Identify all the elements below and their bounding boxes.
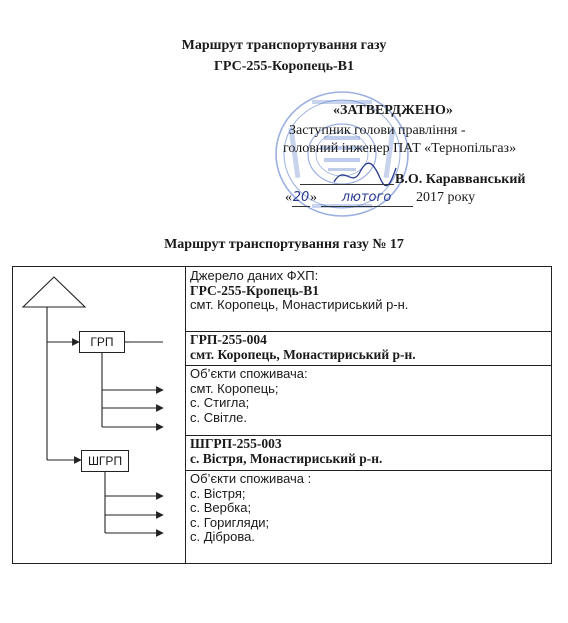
consumers-cell-1 [186,365,551,435]
route-flow-diagram [13,267,185,563]
shgrp-location: с. Вістря, Монастириський р-н. [190,450,383,466]
list-item: с. Вістря; [190,485,246,501]
source-name: ГРС-255-Кропець-В1 [190,282,319,298]
source-cell [186,267,551,331]
list-item: с. Горигляди; [190,514,270,530]
date-day: 20 [292,190,310,205]
route-table [12,266,552,564]
list-item: с. Вербка; [190,500,252,516]
approver-position-line-1: Заступник голови правління - [289,123,466,138]
source-location: смт. Коропець, Монастириський р-н. [190,297,409,313]
document-title: Маршрут транспортування газу [181,38,387,53]
date-year: 2017 року [416,190,476,205]
grp-node: ГРП [79,331,125,353]
grp-name: ГРП-255-004 [190,332,267,347]
route-title: Маршрут транспортування газу № 17 [164,237,404,252]
signature-line [300,184,394,185]
date-month: лютого [321,190,413,207]
source-triangle-icon [23,277,85,307]
grp-location: смт. Коропець, Монастириський р-н. [190,346,416,362]
grp-cell [186,331,551,365]
consumers-2-label: Об’єкти споживача : [190,471,312,486]
approval-label: «ЗАТВЕРДЖЕНО» [333,103,453,118]
shgrp-cell [186,435,551,470]
consumers-1-label: Об’єкти споживача: [190,366,308,381]
shgrp-node: ШГРП [81,450,129,472]
list-item: с. Світле. [190,409,248,425]
list-item: с. Стигла; [190,395,250,411]
route-diagram [13,267,186,563]
signature-icon [330,160,400,190]
approval-date [285,190,475,207]
date-close-quote: » [310,190,317,205]
consumers-cell-2 [186,470,551,563]
signer-name: В.О. Каравванський [395,172,526,187]
approver-position-line-2: головний інженер ПАТ «Тернопільгаз» [283,141,517,156]
list-item: с. Діброва. [190,529,255,545]
document-subtitle: ГРС-255-Коропець-В1 [213,59,355,74]
list-item: смт. Коропець; [190,380,279,396]
source-label: Джерело даних ФХП: [190,268,319,283]
shgrp-name: ШГРП-255-003 [190,436,282,451]
date-open-quote: « [285,190,292,205]
